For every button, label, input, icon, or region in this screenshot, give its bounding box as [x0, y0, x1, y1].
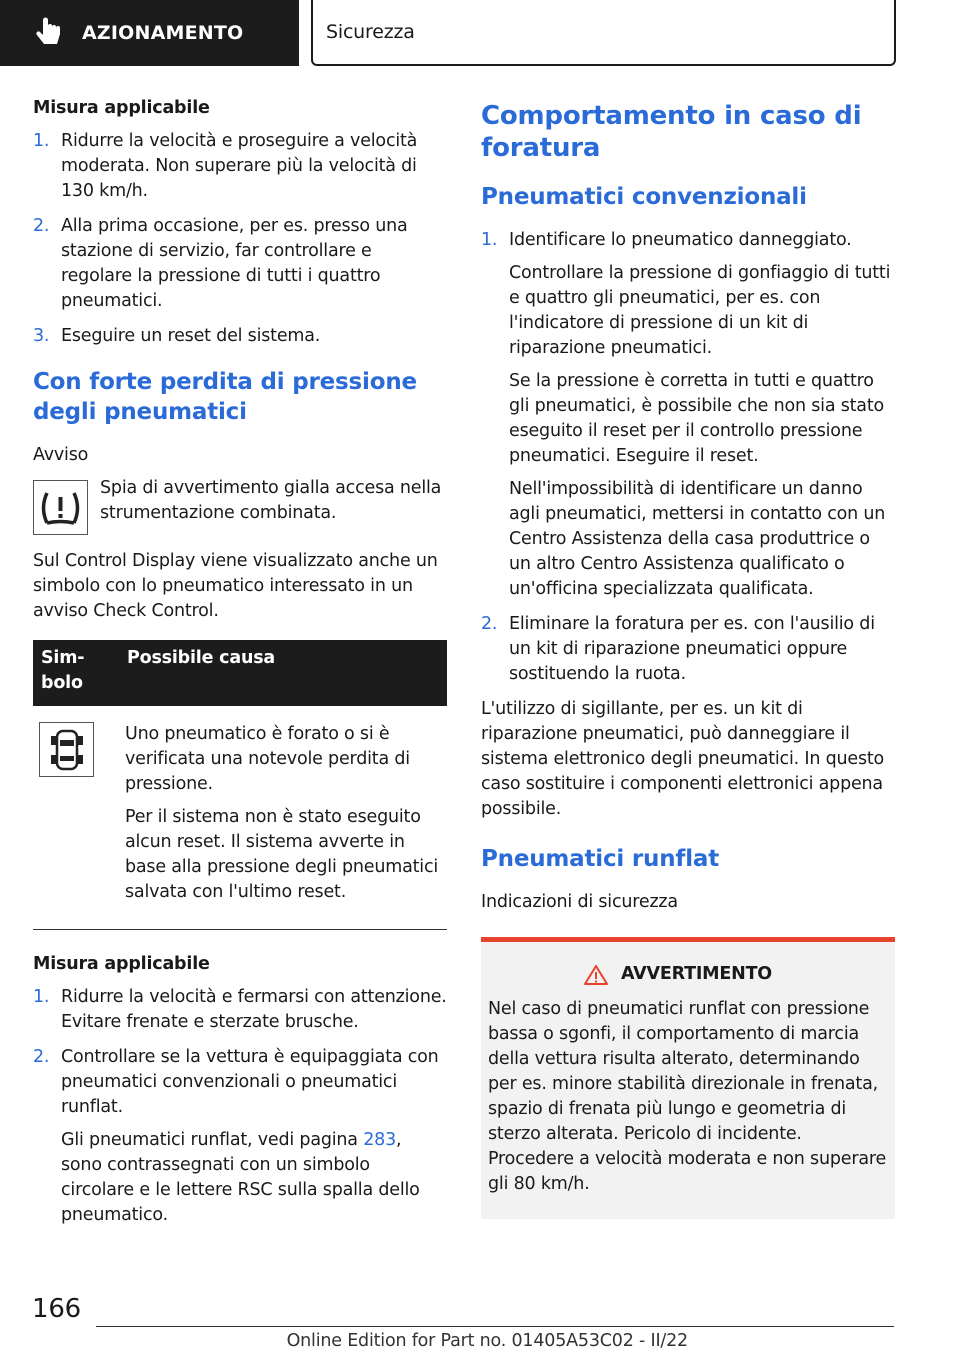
- hand-pointer-icon: [34, 16, 68, 50]
- body-text: L'utilizzo di sigillante, per es. un kit di riparazione pneumatici, può danneggiare il sistema elettronico degli pneumatici. In questo caso sostituire i componenti elettronici appena possibile.: [481, 699, 885, 819]
- warning-row: [33, 476, 447, 535]
- symbol-table: [33, 640, 447, 917]
- step-number: 1.: [33, 987, 50, 1007]
- safety-label: Indicazioni di sicurezza: [481, 892, 678, 912]
- step-text: Controllare la pressione di gonfiaggio di tutti e quattro gli pneumatici, per es. con l'indicatore di pressione di un kit di riparazione pneumatici.: [509, 263, 891, 358]
- list-item: [481, 228, 895, 602]
- step-text: Eseguire un reset del sistema.: [61, 326, 321, 346]
- step-text: [61, 1128, 447, 1228]
- measure-steps: [33, 985, 447, 1228]
- warning-body: Nel caso di pneumatici runflat con pressione bassa o sgonfi, il comportamento di marcia della vettura risulta alterato, determinando per es. minore stabilità direzionale in frenata, spazio di frenata più lungo e geometria di sterzo alterata. Pericolo di incidente. Procedere a velocità moderata e non superare gli 80 km/h.: [488, 999, 887, 1194]
- list-item: [33, 324, 447, 349]
- section-title: AZIONAMENTO: [82, 21, 244, 44]
- text-fragment: , sono contrassegnati con un simbolo circolare e le lettere RSC sulla spalla dello pneumatico.: [61, 1130, 420, 1225]
- warning-triangle-icon: [583, 964, 609, 986]
- notice-label: Avviso: [33, 445, 89, 465]
- step-number: 1.: [33, 131, 50, 151]
- page-link[interactable]: 283: [363, 1130, 397, 1150]
- warning-box: [481, 937, 895, 1219]
- warning-text: Spia di avvertimento gialla accesa nella strumentazione combinata.: [100, 478, 442, 523]
- step-text: Se la pressione è corretta in tutti e quattro gli pneumatici, è possibile che non sia stato eseguito il reset per il controllo pressione pneumatici. Eseguire il reset.: [509, 371, 884, 466]
- measure-label: Misura applicabile: [33, 954, 210, 974]
- step-text: Ridurre la velocità e fermarsi con attenzione. Evitare frenate e sterzate brusche.: [61, 987, 447, 1032]
- footer-divider: [96, 1326, 894, 1327]
- body-text: Sul Control Display viene visualizzato anche un simbolo con lo pneumatico interessato in un avviso Check Control.: [33, 551, 438, 621]
- car-tire-icon: [39, 722, 94, 777]
- step-number: 2.: [481, 614, 498, 634]
- table-header-symbol: Sim-bolo: [33, 640, 119, 706]
- step-text: Ridurre la velocità e proseguire a velocità moderata. Non superare più la velocità di 130 km/h.: [61, 131, 418, 201]
- step-text: Alla prima occasione, per es. presso una stazione di servizio, far controllare e regolare la pressione di tutti i quattro pneumatici.: [61, 216, 408, 311]
- warning-title: AVVERTIMENTO: [621, 964, 772, 984]
- list-item: [33, 985, 447, 1035]
- step-number: 3.: [33, 326, 50, 346]
- section-heading: Comportamento in caso di foratura: [481, 101, 862, 163]
- procedure-steps: [481, 228, 895, 687]
- warning-title-row: [488, 962, 887, 987]
- list-item: [33, 129, 447, 204]
- list-item: [481, 612, 895, 687]
- section-tab: [0, 0, 299, 66]
- table-row: [33, 706, 447, 917]
- tire-pressure-warning-icon: [33, 480, 88, 535]
- list-item: [33, 1045, 447, 1228]
- step-number: 2.: [33, 1047, 50, 1067]
- measure-label: Misura applicabile: [33, 98, 210, 118]
- step-text: Eliminare la foratura per es. con l'ausilio di un kit di riparazione pneumatici oppure sostituendo la ruota.: [509, 614, 875, 684]
- page-number: 166: [32, 1294, 82, 1324]
- chapter-title: Sicurezza: [326, 20, 415, 43]
- cause-text: Per il sistema non è stato eseguito alcun reset. Il sistema avverte in base alla pressione degli pneumatici salvata con l'ultimo reset.: [125, 807, 439, 902]
- divider: [33, 929, 447, 930]
- step-text: Identificare lo pneumatico danneggiato.: [509, 230, 852, 250]
- step-number: 1.: [481, 230, 498, 250]
- edition-text: Online Edition for Part no. 01405A53C02 - II/22: [286, 1331, 688, 1351]
- subsection-heading: Pneumatici convenzionali: [481, 184, 807, 210]
- chapter-box: [311, 0, 896, 66]
- list-item: [33, 214, 447, 314]
- subsection-heading: Pneumatici runflat: [481, 846, 719, 872]
- right-column: [481, 96, 895, 1219]
- step-text: Nell'impossibilità di identificare un danno agli pneumatici, mettersi in contatto con un Centro Assistenza della casa produttrice o un altro Centro Assistenza qualificato o un'officina specializzata qualificata.: [509, 479, 886, 599]
- left-column: [33, 96, 447, 1238]
- cause-text: Uno pneumatico è forato o si è verificata una notevole perdita di pressione.: [125, 724, 410, 794]
- step-text: Controllare se la vettura è equipaggiata con pneumatici convenzionali o pneumatici runflat.: [61, 1047, 439, 1117]
- step-number: 2.: [33, 216, 50, 236]
- section-heading: Con forte perdita di pressione degli pneumatici: [33, 369, 417, 425]
- table-header-cause: Possibile causa: [119, 640, 447, 706]
- text-fragment: Gli pneumatici runflat, vedi pagina: [61, 1130, 364, 1150]
- measure-steps: [33, 129, 447, 349]
